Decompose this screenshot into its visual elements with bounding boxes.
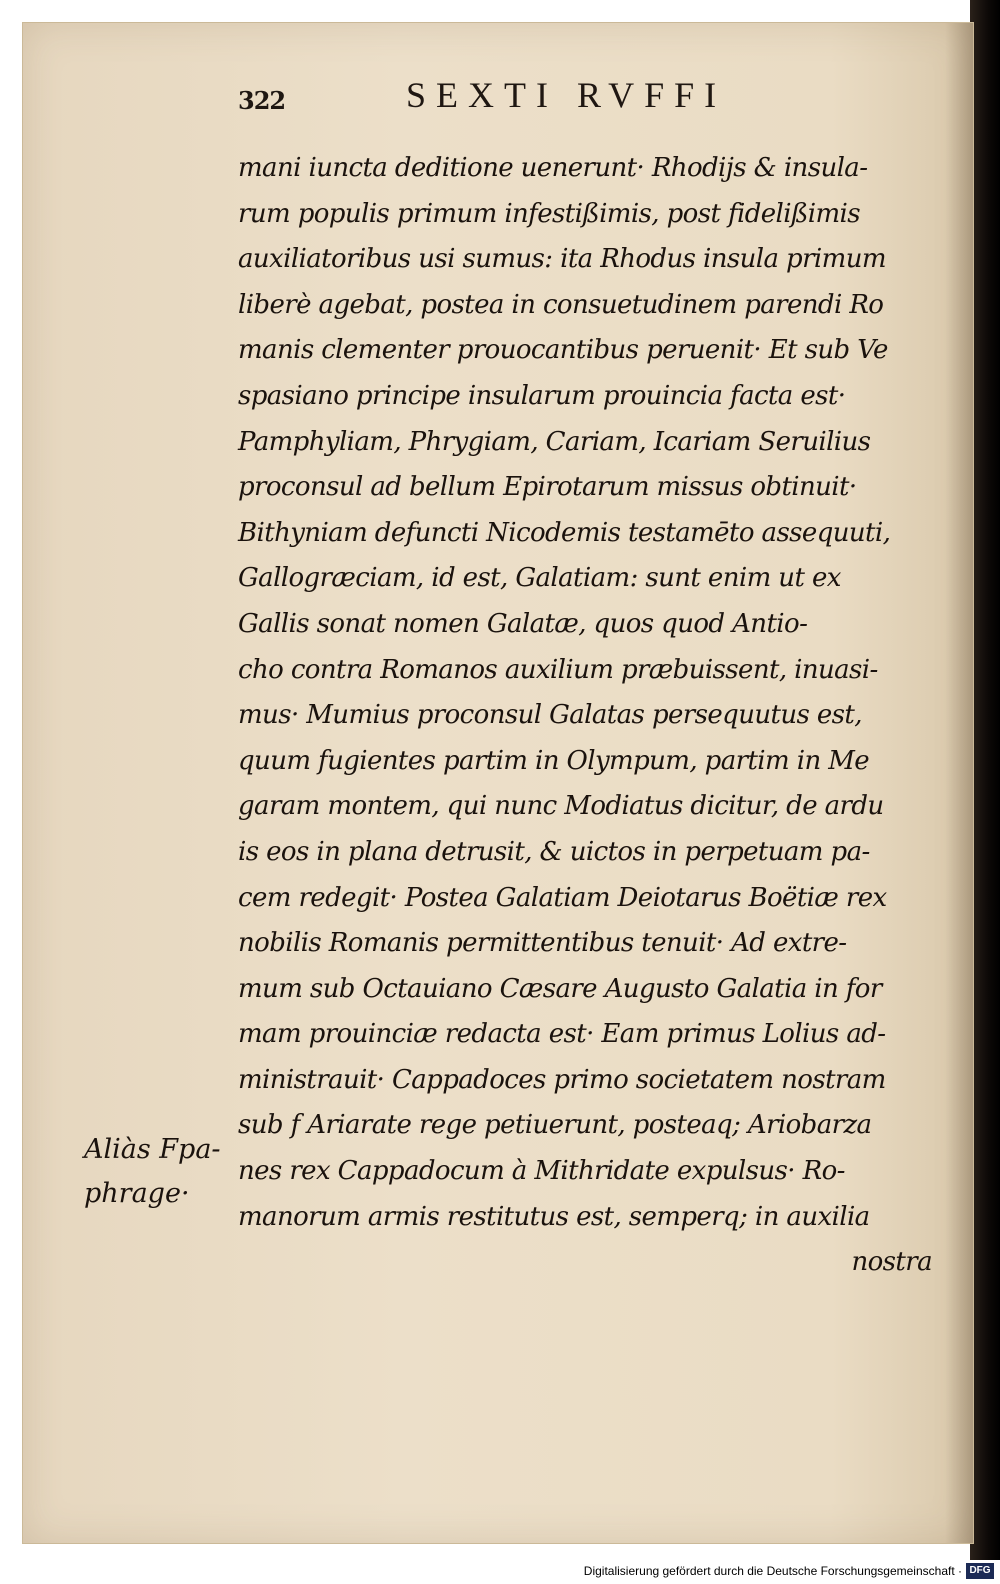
running-head: SEXTI RVFFI bbox=[406, 75, 727, 115]
text-line: manorum armis restitutus est, semperq; in auxilia bbox=[238, 1201, 870, 1232]
scan-top-margin bbox=[0, 0, 1000, 24]
text-line: liberè agebat, postea in consuetudinem parendi Ro bbox=[238, 289, 884, 320]
text-line: Gallis sonat nomen Galatæ, quos quod Antio- bbox=[238, 608, 808, 639]
text-line: Gallogræciam, id est, Galatiam: sunt enim ut ex bbox=[238, 563, 841, 594]
marginal-note-line: Aliàs Fpa- bbox=[84, 1134, 221, 1165]
text-line: rum populis primum infestißimis, post fidelißimis bbox=[238, 198, 860, 229]
digitization-footer bbox=[0, 1560, 1000, 1584]
page-gutter-shadow bbox=[945, 23, 973, 1543]
text-line: mus· Mumius proconsul Galatas persequutus est, bbox=[238, 700, 862, 731]
text-line: mani iuncta deditione uenerunt· Rhodijs & insula- bbox=[238, 153, 868, 183]
page-header bbox=[238, 72, 798, 122]
text-line: cem redegit· Postea Galatiam Deiotarus Boëtiæ rex bbox=[238, 882, 887, 913]
text-line: is eos in plana detrusit, & uictos in perpetuam pa- bbox=[238, 836, 870, 867]
marginal-note bbox=[84, 1128, 244, 1216]
text-line: nes rex Cappadocum à Mithridate expulsus· Ro- bbox=[238, 1156, 845, 1187]
text-line: mam prouinciæ redacta est· Eam primus Lolius ad- bbox=[238, 1019, 886, 1050]
text-line: garam montem, qui nunc Modiatus dicitur, de ardu bbox=[238, 791, 884, 822]
text-line: Pamphyliam, Phrygiam, Cariam, Icariam Seruilius bbox=[238, 426, 871, 457]
text-line: ministrauit· Cappadoces primo societatem nostram bbox=[238, 1064, 886, 1095]
page-number: 322 bbox=[238, 86, 286, 115]
catchword: nostra bbox=[851, 1247, 932, 1278]
text-line: proconsul ad bellum Epirotarum missus obtinuit· bbox=[238, 472, 857, 503]
text-line: sub f Ariarate rege petiuerunt, posteaq; Ariobarza bbox=[238, 1110, 872, 1141]
body-text bbox=[238, 146, 938, 1286]
book-binding-edge bbox=[970, 0, 1000, 1560]
funding-credit: Digitalisierung gefördert durch die Deutsche Forschungsgemeinschaft · bbox=[583, 1564, 962, 1578]
text-line: spasiano principe insularum prouincia facta est· bbox=[238, 380, 846, 411]
text-line: manis clementer prouocantibus peruenit· Et sub Ve bbox=[238, 335, 888, 366]
text-line: mum sub Octauiano Cæsare Augusto Galatia in for bbox=[238, 973, 882, 1004]
text-line: quum fugientes partim in Olympum, partim in Me bbox=[238, 745, 870, 776]
dfg-logo-icon: DFG bbox=[966, 1563, 994, 1579]
text-line: nobilis Romanis permittentibus tenuit· Ad extre- bbox=[238, 928, 847, 959]
text-line: Bithyniam defuncti Nicodemis testamēto assequuti, bbox=[238, 517, 891, 548]
text-line: auxiliatoribus usi sumus: ita Rhodus insula primum bbox=[238, 244, 886, 275]
text-line: cho contra Romanos auxilium præbuissent, inuasi- bbox=[238, 654, 878, 685]
marginal-note-line: phrage· bbox=[84, 1178, 190, 1209]
